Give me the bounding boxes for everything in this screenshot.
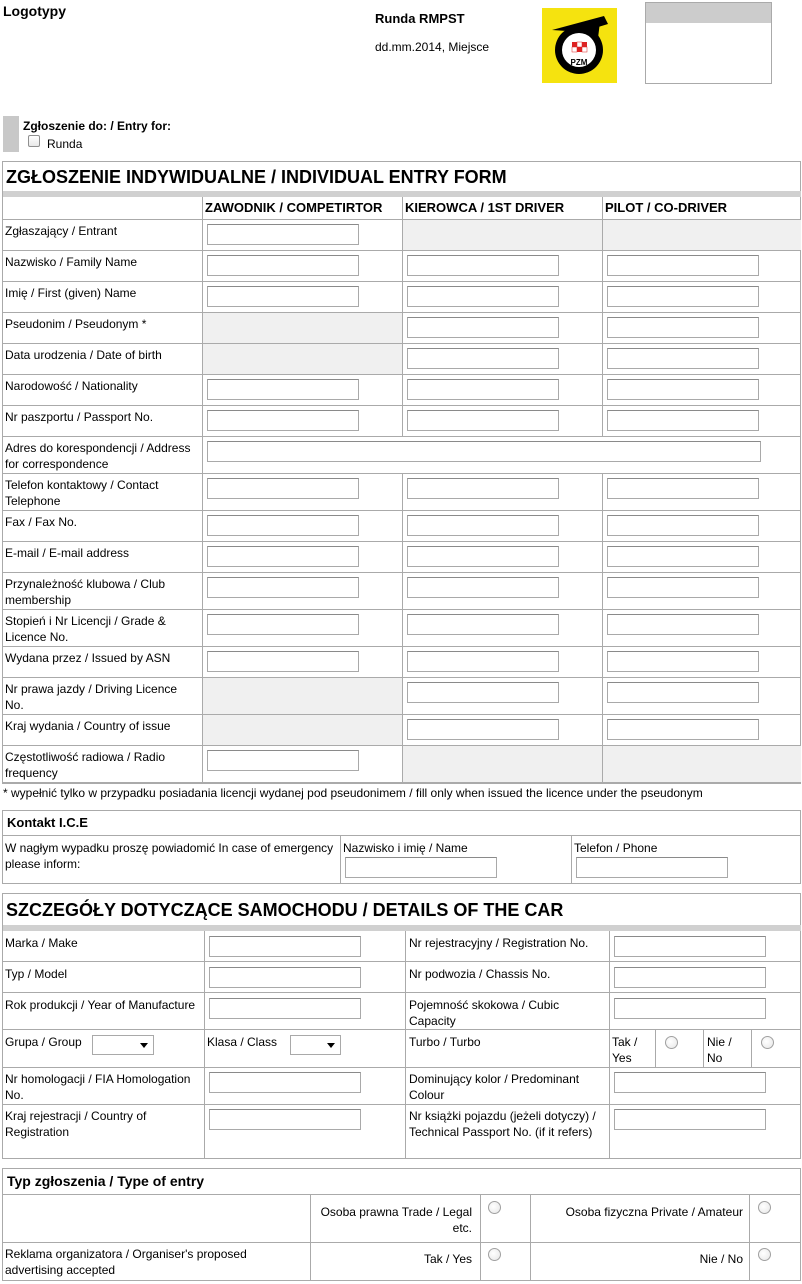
grid-line — [602, 250, 603, 281]
logo-text: PZM — [570, 58, 588, 67]
adv-yes-radio[interactable] — [488, 1248, 501, 1261]
disabled-cell — [203, 715, 402, 745]
grid-line — [402, 572, 403, 609]
address-input[interactable] — [207, 441, 761, 462]
field-input[interactable] — [407, 546, 559, 567]
disabled-cell — [203, 313, 402, 343]
grid-line — [402, 250, 403, 281]
grid-line — [402, 281, 403, 312]
runda-label: Runda — [47, 137, 83, 151]
grid-line — [402, 374, 403, 405]
grid-line — [202, 250, 203, 281]
grid-line — [602, 677, 603, 714]
car-colour-label: Dominujący kolor / Predominant Colour — [409, 1072, 580, 1102]
car-chassis-label: Nr podwozia / Chassis No. — [409, 967, 551, 981]
grid-line — [402, 405, 403, 436]
row-label: Częstotliwość radiowa / Radio frequency — [5, 750, 166, 780]
grid-line — [602, 510, 603, 541]
field-input[interactable] — [207, 577, 359, 598]
field-input[interactable] — [607, 614, 759, 635]
field-input[interactable] — [607, 379, 759, 400]
column-header: ZAWODNIK / COMPETIRTOR — [205, 200, 383, 215]
advertising-label: Reklama organizatora / Organiser's proposed advertising accepted — [5, 1247, 247, 1277]
car-tech-passport-input[interactable] — [614, 1109, 766, 1130]
entry-type-title: Typ zgłoszenia / Type of entry — [7, 1173, 205, 1189]
disabled-cell — [403, 746, 602, 782]
car-group-label: Grupa / Group — [5, 1035, 82, 1049]
grid-line — [602, 281, 603, 312]
field-input[interactable] — [407, 379, 559, 400]
grid-line — [602, 197, 603, 219]
ice-phone-input[interactable] — [576, 857, 728, 878]
disabled-cell — [203, 678, 402, 714]
car-group-select[interactable] — [92, 1035, 154, 1055]
event-title: Runda RMPST — [375, 11, 465, 26]
field-input[interactable] — [207, 255, 359, 276]
disabled-cell — [603, 220, 801, 250]
grid-line — [402, 646, 403, 677]
field-input[interactable] — [607, 255, 759, 276]
car-class-select[interactable] — [290, 1035, 341, 1055]
row-label: Data urodzenia / Date of birth — [5, 348, 162, 362]
row-label: Imię / First (given) Name — [5, 286, 137, 300]
field-input[interactable] — [607, 682, 759, 703]
ice-name-label: Nazwisko i imię / Name — [343, 841, 468, 855]
field-input[interactable] — [407, 515, 559, 536]
grid-line — [2, 436, 801, 437]
column-header: KIEROWCA / 1ST DRIVER — [405, 200, 565, 215]
ice-desc: W nagłym wypadku proszę powiadomić In case of emergency please inform: — [5, 841, 334, 871]
grid-line — [402, 677, 403, 714]
field-input[interactable] — [407, 255, 559, 276]
grid-line — [402, 541, 403, 572]
field-input[interactable] — [207, 224, 359, 245]
grid-line — [402, 714, 403, 745]
grid-line — [202, 510, 203, 541]
car-class-label: Klasa / Class — [207, 1035, 278, 1049]
field-input[interactable] — [207, 286, 359, 307]
grid-line — [602, 646, 603, 677]
grid-line — [602, 343, 603, 374]
car-title: SZCZEGÓŁY DOTYCZĄCE SAMOCHODU / DETAILS OF THE CAR — [6, 900, 564, 920]
field-input[interactable] — [407, 478, 559, 499]
car-registration-input[interactable] — [614, 936, 766, 957]
car-registration-label: Nr rejestracyjny / Registration No. — [409, 936, 589, 950]
grid-line — [202, 436, 203, 473]
car-chassis-input[interactable] — [614, 967, 766, 988]
row-label: Wydana przez / Issued by ASN — [5, 651, 171, 665]
entry-legal-label: Osoba prawna Trade / Legal etc. — [320, 1205, 472, 1235]
field-input[interactable] — [607, 515, 759, 536]
footnote: * wypełnić tylko w przypadku posiadania licencji wydanej pod pseudonimem / fill only when issued the licence under the pseudonym — [3, 786, 703, 800]
field-input[interactable] — [207, 478, 359, 499]
car-capacity-label: Pojemność skokowa / Cubic Capacity — [409, 998, 560, 1028]
grid-line — [202, 197, 203, 219]
car-year-input[interactable] — [209, 998, 361, 1019]
row-label: Stopień i Nr Licencji / Grade & Licence No. — [5, 614, 166, 644]
grid-line — [602, 374, 603, 405]
grid-line — [202, 374, 203, 405]
event-date-place: dd.mm.2014, Miejsce — [375, 40, 490, 54]
grid-line — [202, 745, 203, 782]
grid-line — [602, 714, 603, 745]
grid-line — [202, 572, 203, 609]
logos-label: Logotypy — [3, 3, 66, 19]
field-input[interactable] — [407, 286, 559, 307]
ice-phone-label: Telefon / Phone — [574, 841, 658, 855]
car-country-input[interactable] — [209, 1109, 361, 1130]
turbo-yes-label: Tak / Yes — [612, 1035, 638, 1065]
turbo-no-label: Nie / No — [707, 1035, 732, 1065]
grid-line — [202, 405, 203, 436]
car-capacity-input[interactable] — [614, 998, 766, 1019]
grid-line — [602, 473, 603, 510]
disabled-cell — [603, 746, 801, 782]
row-label: Telefon kontaktowy / Contact Telephone — [5, 478, 159, 508]
photo-box — [645, 2, 772, 84]
grid-line — [602, 405, 603, 436]
field-input[interactable] — [607, 317, 759, 338]
row-label: Nazwisko / Family Name — [5, 255, 138, 269]
field-input[interactable] — [607, 348, 759, 369]
adv-yes-label: Tak / Yes — [423, 1252, 472, 1266]
field-input[interactable] — [607, 577, 759, 598]
grid-line — [602, 572, 603, 609]
field-input[interactable] — [207, 410, 359, 431]
ice-name-input[interactable] — [345, 857, 497, 878]
grid-line — [202, 473, 203, 510]
field-input[interactable] — [407, 317, 559, 338]
field-input[interactable] — [607, 719, 759, 740]
grid-line — [402, 312, 403, 343]
field-input[interactable] — [207, 515, 359, 536]
field-input[interactable] — [407, 719, 559, 740]
row-label: Adres do korespondencji / Address for correspondence — [5, 441, 191, 471]
car-model-label: Typ / Model — [5, 967, 68, 981]
individual-title: ZGŁOSZENIE INDYWIDUALNE / INDIVIDUAL ENTRY FORM — [6, 167, 507, 187]
row-label: Przynależność klubowa / Club membership — [5, 577, 166, 607]
grid-line — [202, 281, 203, 312]
grid-line — [402, 197, 403, 219]
row-label: Fax / Fax No. — [5, 515, 78, 529]
row-label: E-mail / E-mail address — [5, 546, 130, 560]
chevron-down-icon — [327, 1043, 335, 1048]
entry-private-radio[interactable] — [758, 1201, 771, 1214]
field-input[interactable] — [407, 577, 559, 598]
field-input[interactable] — [407, 682, 559, 703]
row-label: Narodowość / Nationality — [5, 379, 138, 393]
field-input[interactable] — [607, 478, 759, 499]
ice-title: Kontakt I.C.E — [7, 815, 88, 830]
grid-line — [202, 609, 203, 646]
field-input[interactable] — [407, 410, 559, 431]
field-input[interactable] — [607, 651, 759, 672]
grid-line — [402, 609, 403, 646]
row-label: Pseudonim / Pseudonym * — [5, 317, 147, 331]
entry-private-label: Osoba fizyczna Private / Amateur — [565, 1205, 743, 1219]
car-make-input[interactable] — [209, 936, 361, 957]
grid-line — [402, 473, 403, 510]
field-input[interactable] — [407, 614, 559, 635]
disabled-cell — [203, 344, 402, 374]
turbo-yes-radio[interactable] — [665, 1036, 678, 1049]
grid-line — [202, 219, 203, 250]
grid-line — [602, 312, 603, 343]
car-band — [3, 925, 801, 931]
turbo-no-radio[interactable] — [761, 1036, 774, 1049]
car-country-label: Kraj rejestracji / Country of Registration — [5, 1109, 147, 1139]
row-label: Nr prawa jazdy / Driving Licence No. — [5, 682, 178, 712]
car-homologation-input[interactable] — [209, 1072, 361, 1093]
car-year-label: Rok produkcji / Year of Manufacture — [5, 998, 196, 1012]
field-input[interactable] — [607, 410, 759, 431]
car-tech-passport-label: Nr książki pojazdu (jeżeli dotyczy) / Technical Passport No. (if it refers) — [409, 1109, 596, 1139]
entry-legal-radio[interactable] — [488, 1201, 501, 1214]
runda-checkbox[interactable] — [28, 135, 40, 147]
grid-line — [2, 782, 801, 783]
adv-no-label: Nie / No — [699, 1252, 743, 1266]
car-turbo-label: Turbo / Turbo — [409, 1035, 481, 1049]
row-label: Kraj wydania / Country of issue — [5, 719, 171, 733]
grid-line — [402, 343, 403, 374]
field-input[interactable] — [407, 348, 559, 369]
car-model-input[interactable] — [209, 967, 361, 988]
car-homologation-label: Nr homologacji / FIA Homologation No. — [5, 1072, 191, 1102]
field-input[interactable] — [607, 286, 759, 307]
entry-for-label: Zgłoszenie do: / Entry for: — [23, 119, 172, 133]
grid-line — [602, 609, 603, 646]
grid-line — [402, 510, 403, 541]
car-colour-input[interactable] — [614, 1072, 766, 1093]
row-label: Nr paszportu / Passport No. — [5, 410, 154, 424]
field-input[interactable] — [207, 614, 359, 635]
field-input[interactable] — [407, 651, 559, 672]
field-input[interactable] — [207, 750, 359, 771]
row-label: Zgłaszający / Entrant — [5, 224, 118, 238]
grid-line — [202, 646, 203, 677]
entry-for-marker — [3, 116, 19, 152]
pzm-logo — [542, 8, 617, 83]
grid-line — [602, 541, 603, 572]
car-make-label: Marka / Make — [5, 936, 78, 950]
grid-line — [202, 541, 203, 572]
field-input[interactable] — [207, 546, 359, 567]
field-input[interactable] — [607, 546, 759, 567]
disabled-cell — [403, 220, 602, 250]
column-header: PILOT / CO-DRIVER — [605, 200, 728, 215]
field-input[interactable] — [207, 379, 359, 400]
chevron-down-icon — [140, 1043, 148, 1048]
adv-no-radio[interactable] — [758, 1248, 771, 1261]
field-input[interactable] — [207, 651, 359, 672]
